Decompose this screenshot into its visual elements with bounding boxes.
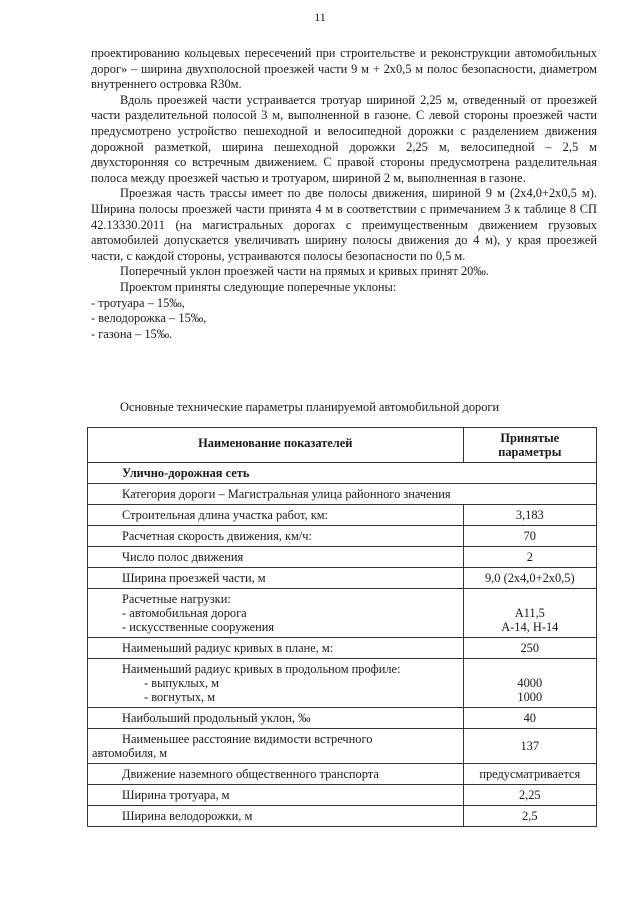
table-row [88, 764, 597, 785]
slope-item-lawn: - газона – 15‰. [91, 326, 173, 341]
table-row [88, 484, 597, 505]
paragraph-slopes-intro: Проектом приняты следующие поперечные уклоны: [120, 279, 397, 294]
row-name: Наименьший радиус кривых в продольном профиле: - выпуклых, м - вогнутых, м [88, 659, 464, 708]
row-name: Наибольший продольный уклон, ‰ [88, 708, 464, 729]
row-name: Наименьший радиус кривых в плане, м: [88, 638, 464, 659]
row-value: 137 [463, 729, 596, 764]
row-name: Расчетные нагрузки: - автомобильная дорога - искусственные сооружения [88, 589, 464, 638]
table-row [88, 463, 597, 484]
row-name: Ширина тротуара, м [88, 785, 464, 806]
row-name: Число полос движения [88, 547, 464, 568]
table-row [88, 589, 597, 638]
paragraph-cross-slope: Поперечный уклон проезжей части на прямых и кривых принят 20‰. [120, 264, 489, 279]
table-row [88, 526, 597, 547]
table-row [88, 785, 597, 806]
row-value: 3,183 [463, 505, 596, 526]
row-name: Строительная длина участка работ, км: [88, 505, 464, 526]
table-row [88, 638, 597, 659]
table-row [88, 806, 597, 827]
paragraph-sidewalk: Вдоль проезжей части устраивается тротуар шириной 2,25 м, отведенный от проезжей части разделительной полосой 3 м, выполненной в газоне. С левой стороны проезжей части предусмотрено устройство пешеходной и велосипедной дорожки с разделением движения дорожной разметкой, ширина пешеходной дорожки 2,25 м, велосипедной – 2,5 м двухсторонняя со встречным движением. С правой стороны предусмотрена разделительная полоса между проезжей частью и тротуаром, шириной 2 м, выполненная в газоне. [91, 92, 597, 185]
body-text [91, 46, 597, 342]
row-name: Расчетная скорость движения, км/ч: [88, 526, 464, 547]
slope-item-bikeway: - велодорожка – 15‰, [91, 311, 207, 326]
header-value: Принятые параметры [463, 428, 596, 463]
row-name: Наименьшее расстояние видимости встречного автомобиля, м [88, 729, 464, 764]
row-name: Движение наземного общественного транспорта [88, 764, 464, 785]
row-value: 40 [463, 708, 596, 729]
table-row [88, 659, 597, 708]
row-name: Ширина велодорожки, м [88, 806, 464, 827]
table-row [88, 568, 597, 589]
row-value: предусматривается [463, 764, 596, 785]
row-value: 2,5 [463, 806, 596, 827]
row-value: 9,0 (2х4,0+2х0,5) [463, 568, 596, 589]
row-value: 2 [463, 547, 596, 568]
table-row [88, 505, 597, 526]
table-caption: Основные технические параметры планируемой автомобильной дороги [120, 400, 500, 414]
row-value: 4000 1000 [463, 659, 596, 708]
table-row [88, 547, 597, 568]
section-title: Улично-дорожная сеть [88, 463, 597, 484]
table-row [88, 708, 597, 729]
header-name: Наименование показателей [88, 428, 464, 463]
row-value: 70 [463, 526, 596, 547]
road-category: Категория дороги – Магистральная улица районного значения [88, 484, 597, 505]
row-value: А11,5 А-14, Н-14 [463, 589, 596, 638]
page-number: 11 [314, 10, 326, 24]
table-row [88, 729, 597, 764]
parameters-table [87, 427, 597, 827]
paragraph-continuation: проектированию кольцевых пересечений при строительстве и реконструкции автомобильных дорог» – ширина двухполосной проезжей части 9 м + 2х0,5 м полос безопасности, диаметром внутреннего островка R30м. [91, 46, 597, 92]
row-value: 250 [463, 638, 596, 659]
paragraph-carriageway: Проезжая часть трассы имеет по две полосы движения, шириной 9 м (2х4,0+2х0,5 м). Ширина полосы проезжей части принята 4 м в соответствии с примечанием 3 к таблице 8 СП 42.13330.2011 (на магистральных дорогах с преимущественным движением грузовых автомобилей допускается увеличивать ширину полосы движения до 4 м), у края проезжей части, с каждой стороны, устраиваются полосы безопасности по 0,5 м. [91, 186, 597, 263]
row-value: 2,25 [463, 785, 596, 806]
slope-item-sidewalk: - тротуара – 15‰, [91, 295, 185, 310]
table-header-row [88, 428, 597, 463]
row-name: Ширина проезжей части, м [88, 568, 464, 589]
